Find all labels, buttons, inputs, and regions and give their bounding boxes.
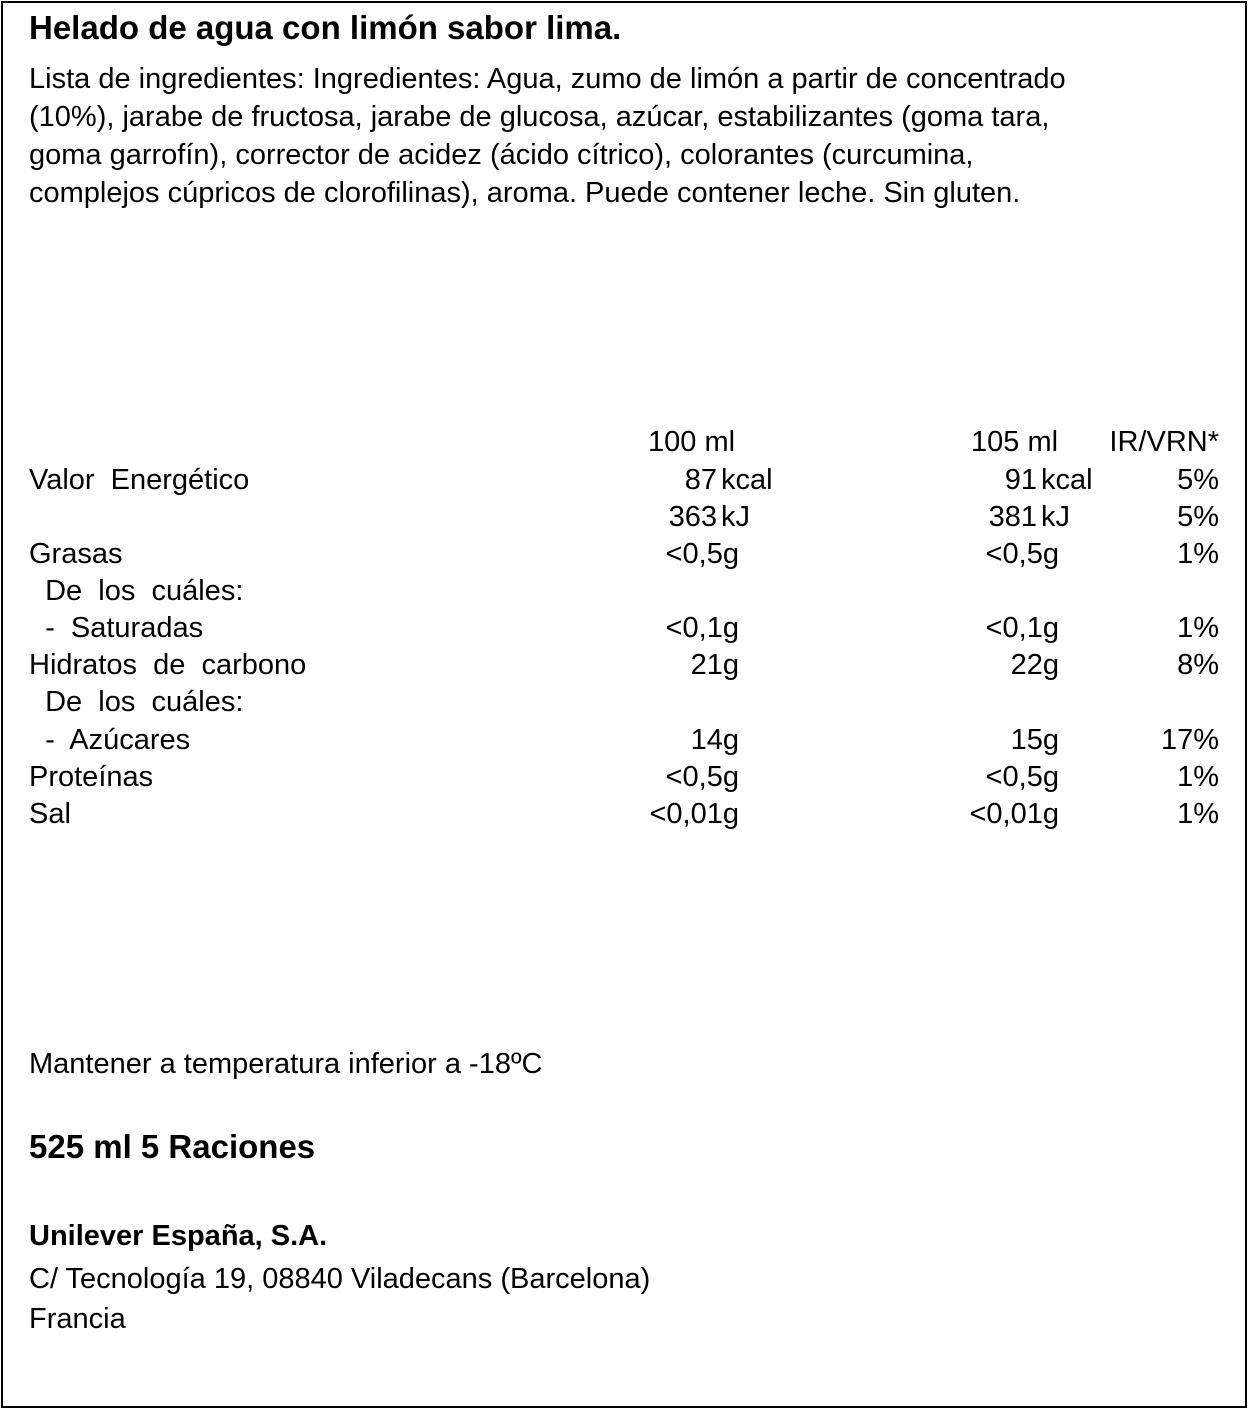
nutrient-label: De los cuáles: [29, 575, 244, 607]
value-100ml: <0,1g [665, 612, 739, 644]
header-100ml: 100 ml [648, 426, 736, 458]
value-105ml: 22g [1010, 649, 1059, 681]
value-105ml: <0,5g [985, 761, 1059, 793]
ingredients-line: (10%), jarabe de fructosa, jarabe de glucosa, azúcar, estabilizantes (goma tara, [29, 101, 1050, 133]
value-100ml: 87 [684, 464, 717, 496]
value-ir: 1% [1177, 612, 1219, 644]
nutrient-label: - Azúcares [29, 724, 191, 756]
value-ir: 5% [1177, 464, 1219, 496]
ingredients-line: Lista de ingredientes: Ingredientes: Agua, zumo de limón a partir de concentrado [29, 63, 1066, 95]
nutrient-label: Proteínas [29, 761, 154, 793]
value-ir: 1% [1177, 538, 1219, 570]
value-105ml: <0,1g [985, 612, 1059, 644]
company-address: C/ Tecnología 19, 08840 Viladecans (Barcelona) [29, 1263, 651, 1295]
nutrition-row [3, 609, 1250, 647]
label-frame [1, 1, 1247, 1408]
value-ir: 1% [1177, 798, 1219, 830]
header-ir-vrn: IR/VRN* [1109, 426, 1219, 458]
nutrition-row [3, 795, 1250, 833]
portions-info: 525 ml 5 Raciones [29, 1128, 316, 1165]
value-100ml: <0,5g [665, 761, 739, 793]
nutrition-row [3, 721, 1250, 759]
nutrition-row [3, 461, 1250, 499]
value-100ml: <0,01g [649, 798, 739, 830]
unit-105ml: kJ [1041, 501, 1070, 533]
unit-100ml: kJ [721, 501, 750, 533]
value-105ml: 91 [1004, 464, 1037, 496]
storage-instructions: Mantener a temperatura inferior a -18ºC [29, 1048, 543, 1080]
nutrition-row [3, 646, 1250, 684]
value-100ml: 14g [690, 724, 739, 756]
nutrient-label: Valor Energético [29, 464, 250, 496]
value-100ml: 363 [668, 501, 717, 533]
country-of-origin: Francia [29, 1303, 126, 1335]
nutrient-label: Grasas [29, 538, 123, 570]
ingredients-line: complejos cúpricos de clorofilinas), aroma. Puede contener leche. Sin gluten. [29, 177, 1021, 209]
nutrition-row [3, 572, 1250, 610]
company-name: Unilever España, S.A. [29, 1220, 328, 1252]
nutrition-row [3, 535, 1250, 573]
nutrition-row [3, 498, 1250, 536]
value-ir: 8% [1177, 649, 1219, 681]
nutrient-label: Hidratos de carbono [29, 649, 307, 681]
value-105ml: 15g [1010, 724, 1059, 756]
value-100ml: <0,5g [665, 538, 739, 570]
nutrition-header [3, 423, 1250, 461]
ingredients-list [29, 60, 1229, 212]
value-ir: 1% [1177, 761, 1219, 793]
unit-105ml: kcal [1041, 464, 1093, 496]
header-105ml: 105 ml [971, 426, 1059, 458]
value-105ml: 381 [988, 501, 1037, 533]
nutrition-row [3, 758, 1250, 796]
value-ir: 5% [1177, 501, 1219, 533]
nutrition-row [3, 683, 1250, 721]
nutrient-label: - Saturadas [29, 612, 204, 644]
nutrient-label: De los cuáles: [29, 686, 244, 718]
value-100ml: 21g [690, 649, 739, 681]
value-ir: 17% [1160, 724, 1219, 756]
value-105ml: <0,5g [985, 538, 1059, 570]
value-105ml: <0,01g [969, 798, 1059, 830]
unit-100ml: kcal [721, 464, 773, 496]
product-title: Helado de agua con limón sabor lima. [29, 9, 622, 46]
ingredients-line: goma garrofín), corrector de acidez (ácido cítrico), colorantes (curcumina, [29, 139, 974, 171]
nutrient-label: Sal [29, 798, 71, 830]
